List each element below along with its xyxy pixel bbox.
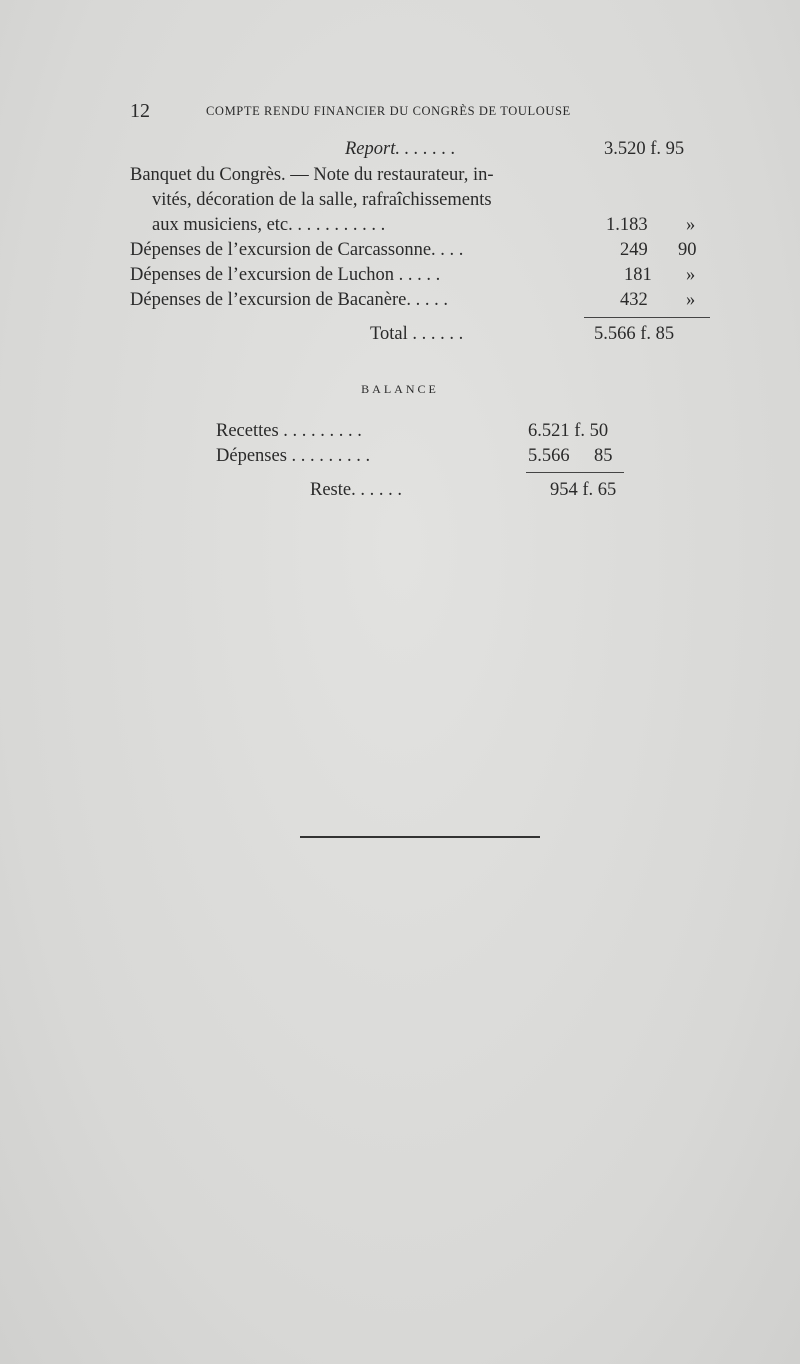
page-header — [130, 100, 710, 120]
total-amount: 5.566 f. 85 — [594, 324, 675, 344]
report-label: Report. . . . . . . — [345, 139, 456, 159]
depenses-cents: 85 — [594, 446, 613, 466]
reste-label: Reste. . . . . . — [310, 480, 402, 500]
carcassonne-cents: 90 — [678, 240, 697, 260]
depenses-amount: 5.566 — [528, 446, 570, 466]
total-label: Total . . . . . . — [370, 324, 464, 344]
luchon-amount: 181 — [624, 265, 652, 285]
bacanere-label: Dépenses de l’excursion de Bacanère. . . . . — [130, 290, 448, 310]
balance-rule — [526, 472, 624, 473]
banquet-line-2: vités, décoration de la salle, rafraîchissements — [152, 190, 492, 210]
report-amount: 3.520 f. 95 — [604, 139, 685, 159]
luchon-cents: » — [686, 265, 696, 285]
banquet-line-3: aux musiciens, etc. . . . . . . . . . . — [152, 215, 386, 235]
running-title: COMPTE RENDU FINANCIER DU CONGRÈS DE TOULOUSE — [206, 104, 571, 118]
carcassonne-label: Dépenses de l’excursion de Carcassonne. . . . — [130, 240, 464, 260]
carcassonne-amount: 249 — [620, 240, 648, 260]
page-number: 12 — [130, 100, 150, 122]
bacanere-amount: 432 — [620, 290, 648, 310]
bacanere-cents: » — [686, 290, 696, 310]
balance-title: BALANCE — [361, 382, 439, 396]
luchon-label: Dépenses de l’excursion de Luchon . . . . . — [130, 265, 441, 285]
recettes-amount: 6.521 f. 50 — [528, 421, 609, 441]
total-rule — [584, 317, 710, 318]
banquet-amount: 1.183 — [606, 215, 648, 235]
depenses-label: Dépenses . . . . . . . . . — [216, 446, 371, 466]
banquet-cents: » — [686, 215, 696, 235]
banquet-line-1: Banquet du Congrès. — Note du restaurateur, in- — [130, 165, 494, 185]
recettes-label: Recettes . . . . . . . . . — [216, 421, 362, 441]
reste-amount: 954 f. 65 — [550, 480, 617, 500]
end-rule — [300, 836, 540, 838]
